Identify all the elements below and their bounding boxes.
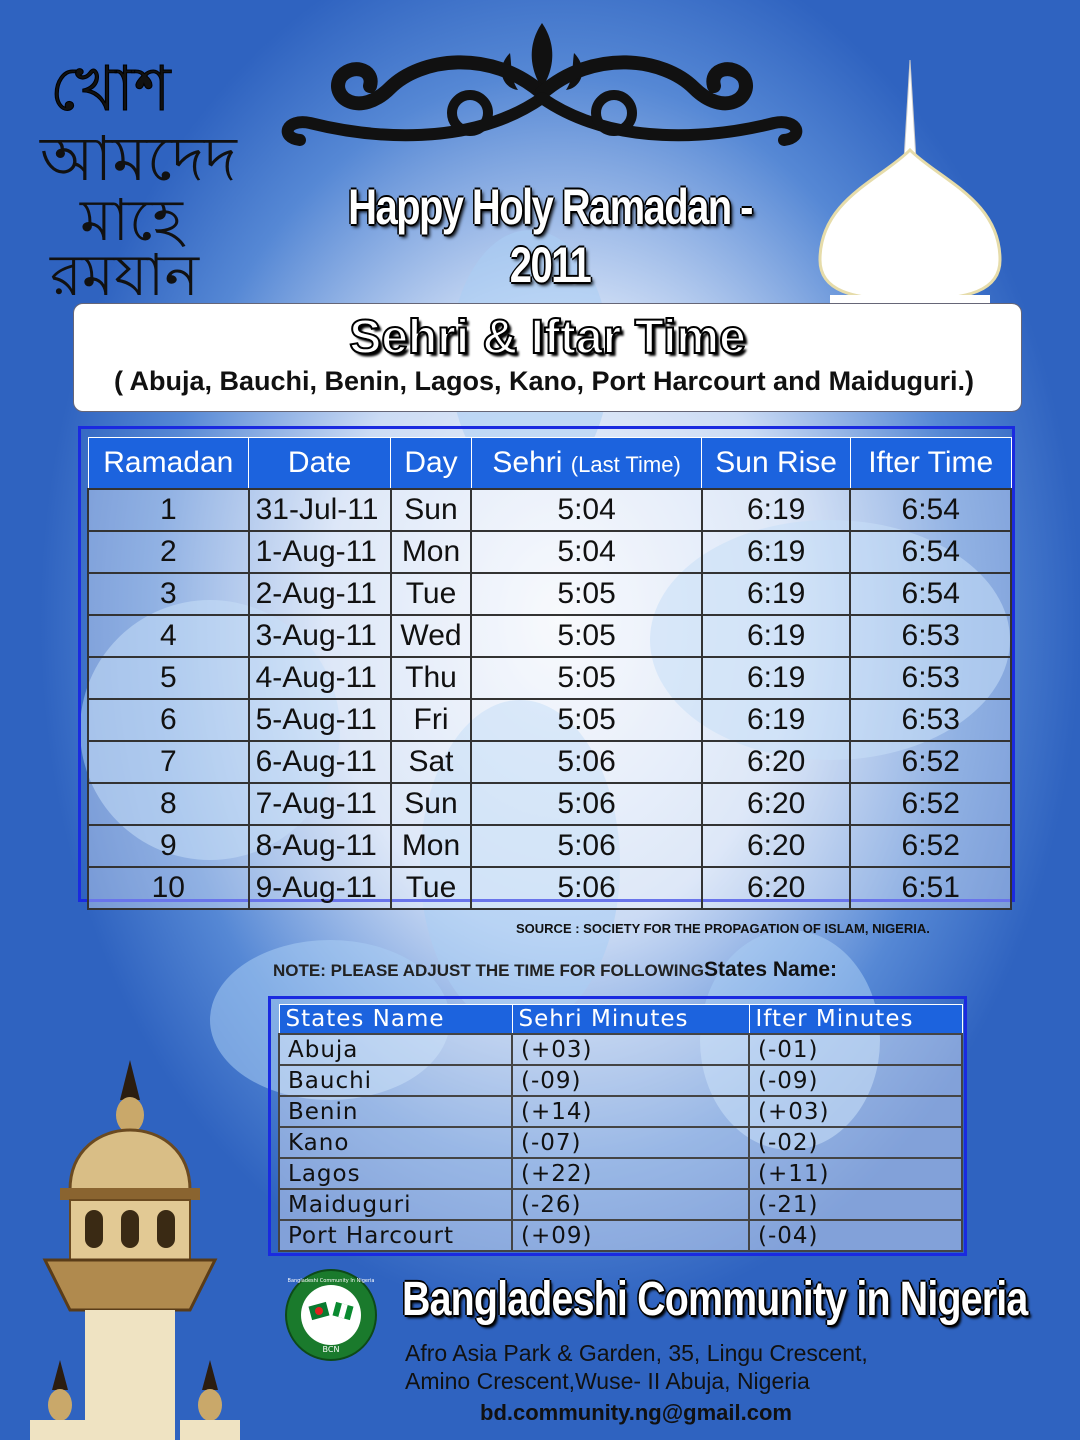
table-row	[279, 1220, 962, 1251]
cell-day: Tue	[391, 573, 472, 615]
cell-ifter-minutes: (-21)	[749, 1189, 962, 1220]
cell-sunrise: 6:19	[702, 699, 851, 741]
cell-ramadan: 10	[88, 867, 249, 909]
cell-ifter: 6:54	[850, 573, 1011, 615]
cell-date: 6-Aug-11	[249, 741, 391, 783]
cell-sehri-minutes: (-07)	[512, 1127, 749, 1158]
table-row	[88, 573, 1011, 615]
bengali-line-3: মাহে	[80, 186, 183, 254]
cell-day: Sun	[391, 489, 472, 531]
cell-sehri-minutes: (+03)	[512, 1034, 749, 1065]
bengali-greeting-calligraphy	[30, 30, 290, 300]
table-row	[88, 489, 1011, 531]
cell-sehri-minutes: (+22)	[512, 1158, 749, 1189]
cell-ramadan: 2	[88, 531, 249, 573]
cell-sunrise: 6:19	[702, 531, 851, 573]
cell-sunrise: 6:19	[702, 489, 851, 531]
schedule-table	[87, 437, 1012, 910]
cell-day: Sun	[391, 783, 472, 825]
cell-ifter: 6:54	[850, 489, 1011, 531]
cell-state: Kano	[279, 1127, 512, 1158]
table-row	[279, 1096, 962, 1127]
cell-ramadan: 7	[88, 741, 249, 783]
cell-sehri-minutes: (+09)	[512, 1220, 749, 1251]
cell-date: 31-Jul-11	[249, 489, 391, 531]
cell-state: Bauchi	[279, 1065, 512, 1096]
cell-state: Lagos	[279, 1158, 512, 1189]
cell-sehri-minutes: (-26)	[512, 1189, 749, 1220]
crescent-moon-icon	[937, 58, 960, 102]
cell-date: 1-Aug-11	[249, 531, 391, 573]
cell-day: Mon	[391, 531, 472, 573]
cell-ifter: 6:52	[850, 741, 1011, 783]
cell-sunrise: 6:20	[702, 783, 851, 825]
header-sehri-minutes: Sehri Minutes	[512, 1005, 749, 1035]
bengali-line-1: খোশ	[50, 52, 171, 125]
header-sehri	[471, 438, 701, 490]
cell-ramadan: 9	[88, 825, 249, 867]
cell-sehri: 5:05	[471, 699, 701, 741]
cell-ramadan: 8	[88, 783, 249, 825]
org-name: Bangladeshi Community in Nigeria	[402, 1273, 1028, 1326]
cell-state: Maiduguri	[279, 1189, 512, 1220]
table-row	[279, 1158, 962, 1189]
cell-sehri: 5:05	[471, 573, 701, 615]
page-title: Happy Holy Ramadan - 2011	[348, 179, 752, 293]
header-sehri-label: Sehri	[492, 446, 563, 479]
table-row	[279, 1189, 962, 1220]
table-row	[88, 615, 1011, 657]
cell-ramadan: 3	[88, 573, 249, 615]
cell-sunrise: 6:19	[702, 573, 851, 615]
cell-ifter: 6:53	[850, 699, 1011, 741]
schedule-header-row	[88, 438, 1011, 490]
table-row	[88, 741, 1011, 783]
cell-state: Port Harcourt	[279, 1220, 512, 1251]
cell-state: Benin	[279, 1096, 512, 1127]
table-row	[88, 531, 1011, 573]
header-day: Day	[391, 438, 472, 490]
table-row	[88, 657, 1011, 699]
cell-date: 9-Aug-11	[249, 867, 391, 909]
cell-date: 7-Aug-11	[249, 783, 391, 825]
header-subtitle: ( Abuja, Bauchi, Benin, Lagos, Kano, Port Harcourt and Maiduguri.)	[114, 366, 975, 396]
cell-sehri-minutes: (-09)	[512, 1065, 749, 1096]
cell-date: 8-Aug-11	[249, 825, 391, 867]
table-row	[88, 699, 1011, 741]
cell-ifter-minutes: (-04)	[749, 1220, 962, 1251]
states-table-frame	[268, 996, 967, 1256]
cell-day: Tue	[391, 867, 472, 909]
bcn-logo	[284, 1268, 378, 1362]
header-date: Date	[249, 438, 391, 490]
cell-date: 3-Aug-11	[249, 615, 391, 657]
cell-sehri: 5:06	[471, 867, 701, 909]
bcn-logo-text: Bangladeshi Community In Nigeria	[287, 1278, 375, 1284]
header-state-name: States Name	[279, 1005, 512, 1035]
cell-sehri: 5:06	[471, 825, 701, 867]
cell-day: Thu	[391, 657, 472, 699]
minaret	[0, 1060, 260, 1440]
cell-sehri: 5:06	[471, 741, 701, 783]
cell-ifter: 6:54	[850, 531, 1011, 573]
cell-sunrise: 6:20	[702, 741, 851, 783]
cell-sehri: 5:05	[471, 615, 701, 657]
cell-ramadan: 5	[88, 657, 249, 699]
ornament-scroll	[270, 18, 815, 158]
cell-sehri: 5:04	[471, 489, 701, 531]
cell-sehri: 5:05	[471, 657, 701, 699]
bengali-line-4: রমযান	[50, 241, 199, 300]
table-row	[279, 1034, 962, 1065]
cell-ifter: 6:52	[850, 825, 1011, 867]
cell-ifter-minutes: (-01)	[749, 1034, 962, 1065]
cell-day: Wed	[391, 615, 472, 657]
states-table	[278, 1004, 963, 1252]
header-ifter: Ifter Time	[850, 438, 1011, 490]
table-row	[88, 825, 1011, 867]
cell-ifter-minutes: (-02)	[749, 1127, 962, 1158]
cell-ifter: 6:53	[850, 657, 1011, 699]
cell-ramadan: 6	[88, 699, 249, 741]
cell-ramadan: 4	[88, 615, 249, 657]
cell-ifter-minutes: (+11)	[749, 1158, 962, 1189]
table-row	[279, 1065, 962, 1096]
adjust-note	[273, 958, 837, 982]
states-header-row	[279, 1005, 962, 1035]
cell-state: Abuja	[279, 1034, 512, 1065]
cell-date: 2-Aug-11	[249, 573, 391, 615]
source-note: SOURCE : SOCIETY FOR THE PROPAGATION OF ISLAM, NIGERIA.	[516, 921, 930, 936]
cell-ifter-minutes: (+03)	[749, 1096, 962, 1127]
adjust-note-emphasis: States Name:	[703, 958, 838, 981]
cell-sunrise: 6:20	[702, 867, 851, 909]
address-line-2: Amino Crescent,Wuse- II Abuja, Nigeria	[405, 1368, 810, 1394]
cell-sunrise: 6:20	[702, 825, 851, 867]
header-box	[73, 303, 1022, 412]
cell-ramadan: 1	[88, 489, 249, 531]
cell-date: 4-Aug-11	[249, 657, 391, 699]
cell-ifter-minutes: (-09)	[749, 1065, 962, 1096]
header-title: Sehri & Iftar Time	[349, 311, 746, 364]
cell-day: Fri	[391, 699, 472, 741]
cell-day: Sat	[391, 741, 472, 783]
cell-sehri-minutes: (+14)	[512, 1096, 749, 1127]
table-row	[88, 783, 1011, 825]
dome	[810, 50, 1030, 310]
cell-sehri: 5:04	[471, 531, 701, 573]
bengali-line-2: আমদেদ	[40, 122, 237, 195]
address-line-1: Afro Asia Park & Garden, 35, Lingu Crescent,	[405, 1340, 868, 1366]
header-sunrise: Sun Rise	[702, 438, 851, 490]
header-sehri-note: (Last Time)	[570, 452, 681, 477]
schedule-table-frame	[78, 426, 1015, 902]
cell-day: Mon	[391, 825, 472, 867]
bcn-logo-abbr: BCN	[322, 1345, 340, 1354]
header-ifter-minutes: Ifter Minutes	[749, 1005, 962, 1035]
cell-date: 5-Aug-11	[249, 699, 391, 741]
cell-ifter: 6:52	[850, 783, 1011, 825]
cell-sunrise: 6:19	[702, 657, 851, 699]
email-link[interactable]: bd.community.ng@gmail.com	[480, 1400, 792, 1425]
cell-sehri: 5:06	[471, 783, 701, 825]
table-row	[88, 867, 1011, 909]
cell-ifter: 6:53	[850, 615, 1011, 657]
cell-sunrise: 6:19	[702, 615, 851, 657]
cell-ifter: 6:51	[850, 867, 1011, 909]
table-row	[279, 1127, 962, 1158]
header-ramadan: Ramadan	[88, 438, 249, 490]
adjust-note-text: NOTE: PLEASE ADJUST THE TIME FOR FOLLOWING	[273, 961, 704, 980]
